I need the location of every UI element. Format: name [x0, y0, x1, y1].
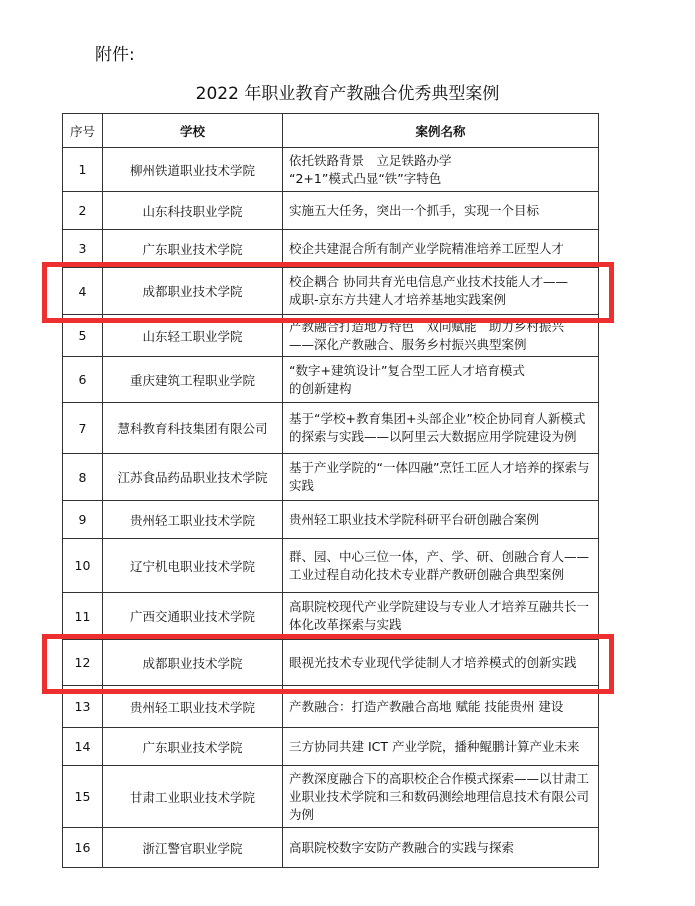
cell-no: 2: [63, 192, 103, 230]
cell-case: 校企共建混合所有制产业学院精准培养工匠型人才: [283, 230, 599, 268]
cell-case: 眼视光技术专业现代学徒制人才培养模式的创新实践: [283, 640, 599, 686]
document-title: 2022 年职业教育产教融合优秀典型案例: [195, 84, 500, 104]
cell-case: 基于“学校+教育集团+头部企业”校企协同育人新模式的探索与实践——以阿里云大数据应用学院建设为例: [283, 403, 599, 454]
cell-case: 高职院校现代产业学院建设与专业人才培养互融共长一体化改革探索与实践: [283, 593, 599, 640]
cell-case: 依托铁路背景 立足铁路办学 “2+1”模式凸显“铁”字特色: [283, 148, 599, 192]
cell-school: 浙江警官职业学院: [103, 828, 283, 868]
cell-no: 15: [63, 766, 103, 828]
cell-school: 辽宁机电职业技术学院: [103, 539, 283, 593]
table-row: [63, 403, 599, 454]
cell-no: 7: [63, 403, 103, 454]
cell-case: “数字+建筑设计”复合型工匠人才培育模式 的创新建构: [283, 357, 599, 403]
cell-no: 14: [63, 728, 103, 766]
cell-case: 群、园、中心三位一体，产、学、研、创融合育人——工业过程自动化技术专业群产教研创融合典型案例: [283, 539, 599, 593]
table-header-row: [63, 114, 599, 148]
table-row: [63, 728, 599, 766]
cell-no: 11: [63, 593, 103, 640]
table-row: [63, 766, 599, 828]
cell-case: 产教融合：打造产教融合高地 赋能 技能贵州 建设: [283, 686, 599, 728]
cell-school: 慧科教育科技集团有限公司: [103, 403, 283, 454]
header-school: 学校: [103, 114, 283, 148]
highlight-box: [42, 634, 614, 694]
table-row: [63, 828, 599, 868]
header-case: 案例名称: [283, 114, 599, 148]
table-row: [63, 539, 599, 593]
cell-school: 广东职业技术学院: [103, 728, 283, 766]
cell-no: 9: [63, 501, 103, 539]
cell-no: 1: [63, 148, 103, 192]
table-row: [63, 454, 599, 501]
cell-school: 成都职业技术学院: [103, 640, 283, 686]
cell-no: 10: [63, 539, 103, 593]
cell-school: 成都职业技术学院: [103, 268, 283, 315]
cell-no: 3: [63, 230, 103, 268]
cell-case: 校企耦合 协同共育光电信息产业技术技能人才—— 成职-京东方共建人才培养基地实践案例: [283, 268, 599, 315]
cell-no: 4: [63, 268, 103, 315]
cell-school: 广东职业技术学院: [103, 230, 283, 268]
cell-case: 实施五大任务，突出一个抓手，实现一个目标: [283, 192, 599, 230]
table-row: [63, 501, 599, 539]
cell-case: 基于产业学院的“一体四融”烹饪工匠人才培养的探索与实践: [283, 454, 599, 501]
cell-school: 重庆建筑工程职业学院: [103, 357, 283, 403]
cell-case: 三方协同共建 ICT 产业学院，播种鲲鹏计算产业未来: [283, 728, 599, 766]
cell-no: 13: [63, 686, 103, 728]
attachment-label: 附件:: [95, 45, 135, 65]
cell-case: 产教融合打造地方特色 双向赋能 助力乡村振兴 ——深化产教融合、服务乡村振兴典型案例: [283, 315, 599, 357]
cell-no: 8: [63, 454, 103, 501]
cell-school: 贵州轻工职业技术学院: [103, 501, 283, 539]
cell-case: 高职院校数字安防产教融合的实践与探索: [283, 828, 599, 868]
cell-no: 16: [63, 828, 103, 868]
header-no: 序号: [63, 114, 103, 148]
table-row: [63, 357, 599, 403]
cell-no: 12: [63, 640, 103, 686]
cell-case: 产教深度融合下的高职校企合作模式探索——以甘肃工业职业技术学院和三和数码测绘地理信息技术有限公司为例: [283, 766, 599, 828]
cell-school: 柳州铁道职业技术学院: [103, 148, 283, 192]
cell-school: 江苏食品药品职业技术学院: [103, 454, 283, 501]
cell-school: 广西交通职业技术学院: [103, 593, 283, 640]
cell-no: 5: [63, 315, 103, 357]
table-row: [63, 192, 599, 230]
highlight-box: [42, 262, 614, 323]
table-row: [63, 148, 599, 192]
table-row: [63, 593, 599, 640]
cell-school: 山东科技职业学院: [103, 192, 283, 230]
cell-case: 贵州轻工职业技术学院科研平台研创融合案例: [283, 501, 599, 539]
cell-no: 6: [63, 357, 103, 403]
case-table: [62, 113, 599, 868]
cell-school: 甘肃工业职业技术学院: [103, 766, 283, 828]
cell-school: 山东轻工职业学院: [103, 315, 283, 357]
cell-school: 贵州轻工职业技术学院: [103, 686, 283, 728]
